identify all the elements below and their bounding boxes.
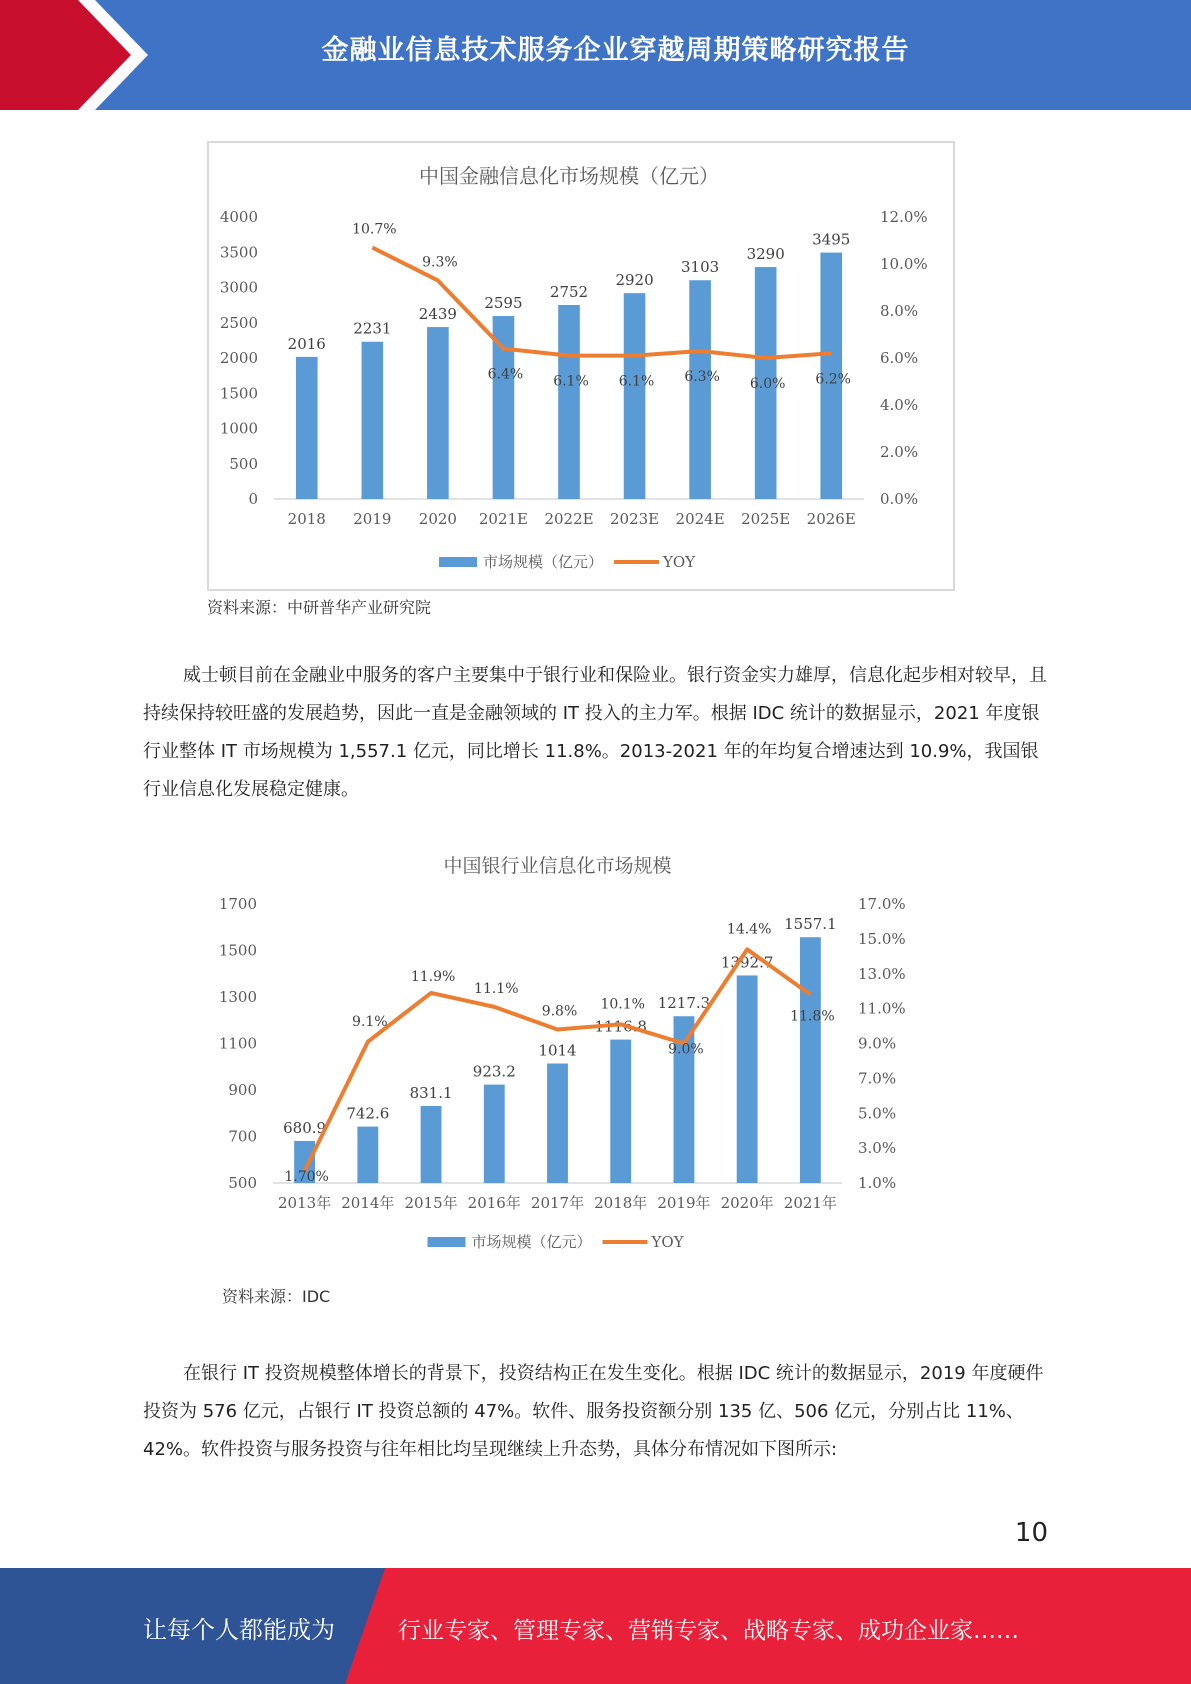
- chart1-y-right-tick: 10.0%: [880, 255, 928, 273]
- chart2-y-right-tick: 9.0%: [858, 1034, 897, 1053]
- chart2-yoy-label: 1.70%: [284, 1168, 329, 1185]
- chart1-source: 资料来源：中研普华产业研究院: [207, 598, 432, 617]
- chart2-y-right-tick: 17.0%: [858, 895, 906, 913]
- chart1-x-tick: 2021E: [478, 510, 529, 528]
- chart1-bar-label: 2231: [353, 319, 392, 338]
- chart2-yoy-label: 11.9%: [410, 968, 456, 985]
- chart2-yoy-label: 9.1%: [352, 1013, 388, 1030]
- chart2-x-tick: 2015年: [404, 1194, 458, 1212]
- chart2-x-tick: 2016年: [467, 1194, 521, 1212]
- chart2-bar: [610, 1040, 631, 1183]
- chart1-bar: [558, 305, 580, 499]
- page-number: 10: [1014, 1518, 1048, 1548]
- chart1-yoy-label: 6.0%: [749, 376, 786, 392]
- chart2-y-right-tick: 7.0%: [858, 1069, 897, 1088]
- chart1-yoy-label: 6.1%: [618, 373, 655, 390]
- chart2-legend-line-label: YOY: [651, 1233, 684, 1251]
- chart2-y-left-tick: 1700: [218, 895, 257, 913]
- chart1-x-tick: 2022E: [544, 510, 594, 528]
- chart1-legend-line-label: YOY: [663, 553, 696, 571]
- chart2-title: 中国银行业信息化市场规模: [443, 855, 672, 877]
- chart1-y-left-tick: 3000: [219, 278, 258, 297]
- chart2-bar-label: 831.1: [409, 1084, 453, 1103]
- chart1-y-right-tick: 0.0%: [880, 490, 919, 508]
- chart1-bar-label: 3495: [812, 230, 851, 249]
- chart1-y-left-tick: 2000: [219, 349, 258, 367]
- chart2-legend-bar-label: 市场规模（亿元）: [471, 1233, 592, 1251]
- chart1-bar-label: 2016: [287, 334, 326, 353]
- chart1-y-left-tick: 1500: [219, 384, 258, 403]
- chart2-y-left-tick: 700: [228, 1127, 257, 1146]
- chart2-bar: [357, 1127, 378, 1183]
- chart1-yoy-label: 6.3%: [684, 368, 720, 385]
- chart2-bar-label: 680.9: [283, 1118, 327, 1137]
- chart2-x-tick: 2013年: [278, 1194, 332, 1212]
- chart1-bar: [362, 342, 384, 499]
- chart2-bar: [421, 1106, 442, 1183]
- chart2-yoy-label: 9.8%: [541, 1003, 578, 1020]
- chart2-legend-bar-swatch: [428, 1237, 466, 1247]
- page-header: [0, 0, 1191, 110]
- chart1-bar-label: 3103: [681, 258, 720, 277]
- chart1-yoy-label: 6.1%: [553, 373, 589, 390]
- chart2-bar: [800, 937, 821, 1183]
- chart1-y-right-tick: 8.0%: [880, 302, 919, 320]
- chart1-bar: [296, 357, 318, 499]
- chart2-x-tick: 2017年: [530, 1194, 585, 1212]
- chart1-y-right-tick: 4.0%: [880, 396, 919, 414]
- footer-slogan-right: 行业专家、管理专家、营销专家、战略专家、成功企业家……: [398, 1618, 1019, 1644]
- chart2-y-right-tick: 3.0%: [858, 1139, 897, 1158]
- chart2-y-right-tick: 1.0%: [858, 1174, 897, 1192]
- chart2-y-left-tick: 1300: [218, 988, 257, 1006]
- chart1-y-left-tick: 1000: [219, 419, 258, 438]
- chart2-y-left-tick: 1500: [218, 941, 257, 960]
- chart2-bar: [737, 975, 758, 1183]
- chart2-y-left-tick: 900: [228, 1081, 257, 1099]
- chart2-bar-label: 742.6: [346, 1104, 390, 1123]
- chart1-y-left-tick: 2500: [219, 313, 258, 332]
- paragraph-bank-it: 威士顿目前在金融业中服务的客户主要集中于银行业和保险业。银行资金实力雄厚，信息化起步相对较早，且持续保持较旺盛的发展趋势，因此一直是金融领域的 IT 投入的主力军。根据 IDC 统计的数据显示，2021 年度银行业整体 IT 市场规模为 1,557.1 亿元，同比增长 11.8%。2013-2021 年的年均复合增速达到 10.9%，我国银行业信息化发展稳定健康。: [143, 665, 1047, 800]
- chart-bank-it-market: [215, 855, 975, 1275]
- chart1-bar-label: 2752: [549, 282, 589, 301]
- chart2-bar-label: 1217.3: [657, 994, 711, 1013]
- chart1-x-tick: 2023E: [609, 510, 660, 528]
- chart2-source: 资料来源：IDC: [222, 1287, 331, 1306]
- paragraph-investment-structure: 在银行 IT 投资规模整体增长的背景下，投资结构正在发生变化。根据 IDC 统计的数据显示，2019 年度硬件投资为 576 亿元，占银行 IT 投资总额的 47%。软件、服务投资额分别 135 亿、506 亿元，分别占比 11%、42%。软件投资与服务投资与往年相比均呈现继续上升态势，具体分布情况如下图所示:: [143, 1363, 1044, 1460]
- chart1-legend-bar-swatch: [439, 557, 477, 567]
- chart1-x-tick: 2026E: [806, 510, 856, 528]
- chart2-bar-label: 1557.1: [784, 915, 837, 934]
- chart1-y-right-tick: 2.0%: [880, 443, 919, 461]
- chart1-y-left-tick: 3500: [219, 243, 258, 262]
- chart2-bar-label: 923.2: [472, 1062, 516, 1081]
- chart1-bar-label: 3290: [746, 245, 785, 264]
- chart1-y-right-tick: 12.0%: [880, 208, 928, 226]
- chart2-y-right-tick: 5.0%: [858, 1104, 897, 1123]
- chart1-yoy-label: 9.3%: [422, 254, 458, 271]
- chart1-x-tick: 2024E: [675, 510, 725, 528]
- chart2-yoy-label: 9.0%: [668, 1041, 704, 1058]
- chart1-x-tick: 2025E: [741, 510, 791, 528]
- chart2-bar: [484, 1085, 505, 1183]
- chart2-yoy-label: 11.1%: [474, 980, 519, 997]
- chart1-x-tick: 2020: [418, 510, 457, 528]
- chart1-y-left-tick: 0: [248, 490, 258, 508]
- chart2-yoy-label: 11.8%: [790, 1008, 835, 1025]
- chart2-y-left-tick: 1100: [218, 1034, 257, 1053]
- footer-slogan-left: 让每个人都能成为: [143, 1616, 335, 1644]
- chart2-x-tick: 2018年: [594, 1194, 648, 1212]
- chart1-legend-bar-label: 市场规模（亿元）: [483, 553, 604, 571]
- header-arrow-logo: [0, 0, 160, 110]
- chart1-title: 中国金融信息化市场规模（亿元）: [419, 164, 719, 188]
- chart1-bar: [624, 293, 646, 499]
- chart2-bar-label: 1392.7: [720, 953, 774, 972]
- chart2-x-tick: 2019年: [657, 1194, 711, 1212]
- chart2-x-tick: 2021年: [783, 1194, 837, 1212]
- chart-finance-it-market: [207, 141, 955, 591]
- chart1-bar-label: 2439: [418, 305, 457, 324]
- chart2-bar-label: 1116.8: [594, 1017, 647, 1036]
- chart2-x-tick: 2014年: [341, 1194, 395, 1212]
- chart2-y-right-tick: 11.0%: [858, 999, 906, 1018]
- chart2-y-right-tick: 13.0%: [858, 964, 906, 983]
- chart1-x-tick: 2018: [287, 510, 326, 528]
- chart2-yoy-label: 10.1%: [600, 996, 645, 1013]
- chart1-yoy-label: 6.2%: [815, 371, 852, 388]
- chart1-svg: [209, 143, 953, 589]
- chart1-y-left-tick: 4000: [219, 208, 258, 226]
- chart1-x-tick: 2019: [353, 510, 392, 528]
- chart1-yoy-label: 6.4%: [487, 366, 524, 383]
- chart2-y-left-tick: 500: [228, 1174, 257, 1192]
- chart2-x-tick: 2020年: [720, 1194, 774, 1212]
- chart1-y-right-tick: 6.0%: [880, 349, 919, 367]
- chart1-bar: [427, 327, 449, 499]
- chart2-bar: [547, 1063, 568, 1183]
- chart2-bar-label: 1014: [538, 1041, 577, 1060]
- chart2-svg: [215, 855, 975, 1275]
- chart1-bar-label: 2920: [615, 271, 654, 290]
- chart1-bar-label: 2595: [484, 294, 523, 313]
- report-title: 金融业信息技术服务企业穿越周期策略研究报告: [321, 35, 910, 66]
- chart1-y-left-tick: 500: [229, 454, 258, 473]
- chart2-y-right-tick: 15.0%: [858, 929, 906, 948]
- chart1-yoy-label: 10.7%: [352, 221, 397, 238]
- chart1-bar: [689, 280, 711, 499]
- chart2-yoy-label: 14.4%: [726, 921, 772, 938]
